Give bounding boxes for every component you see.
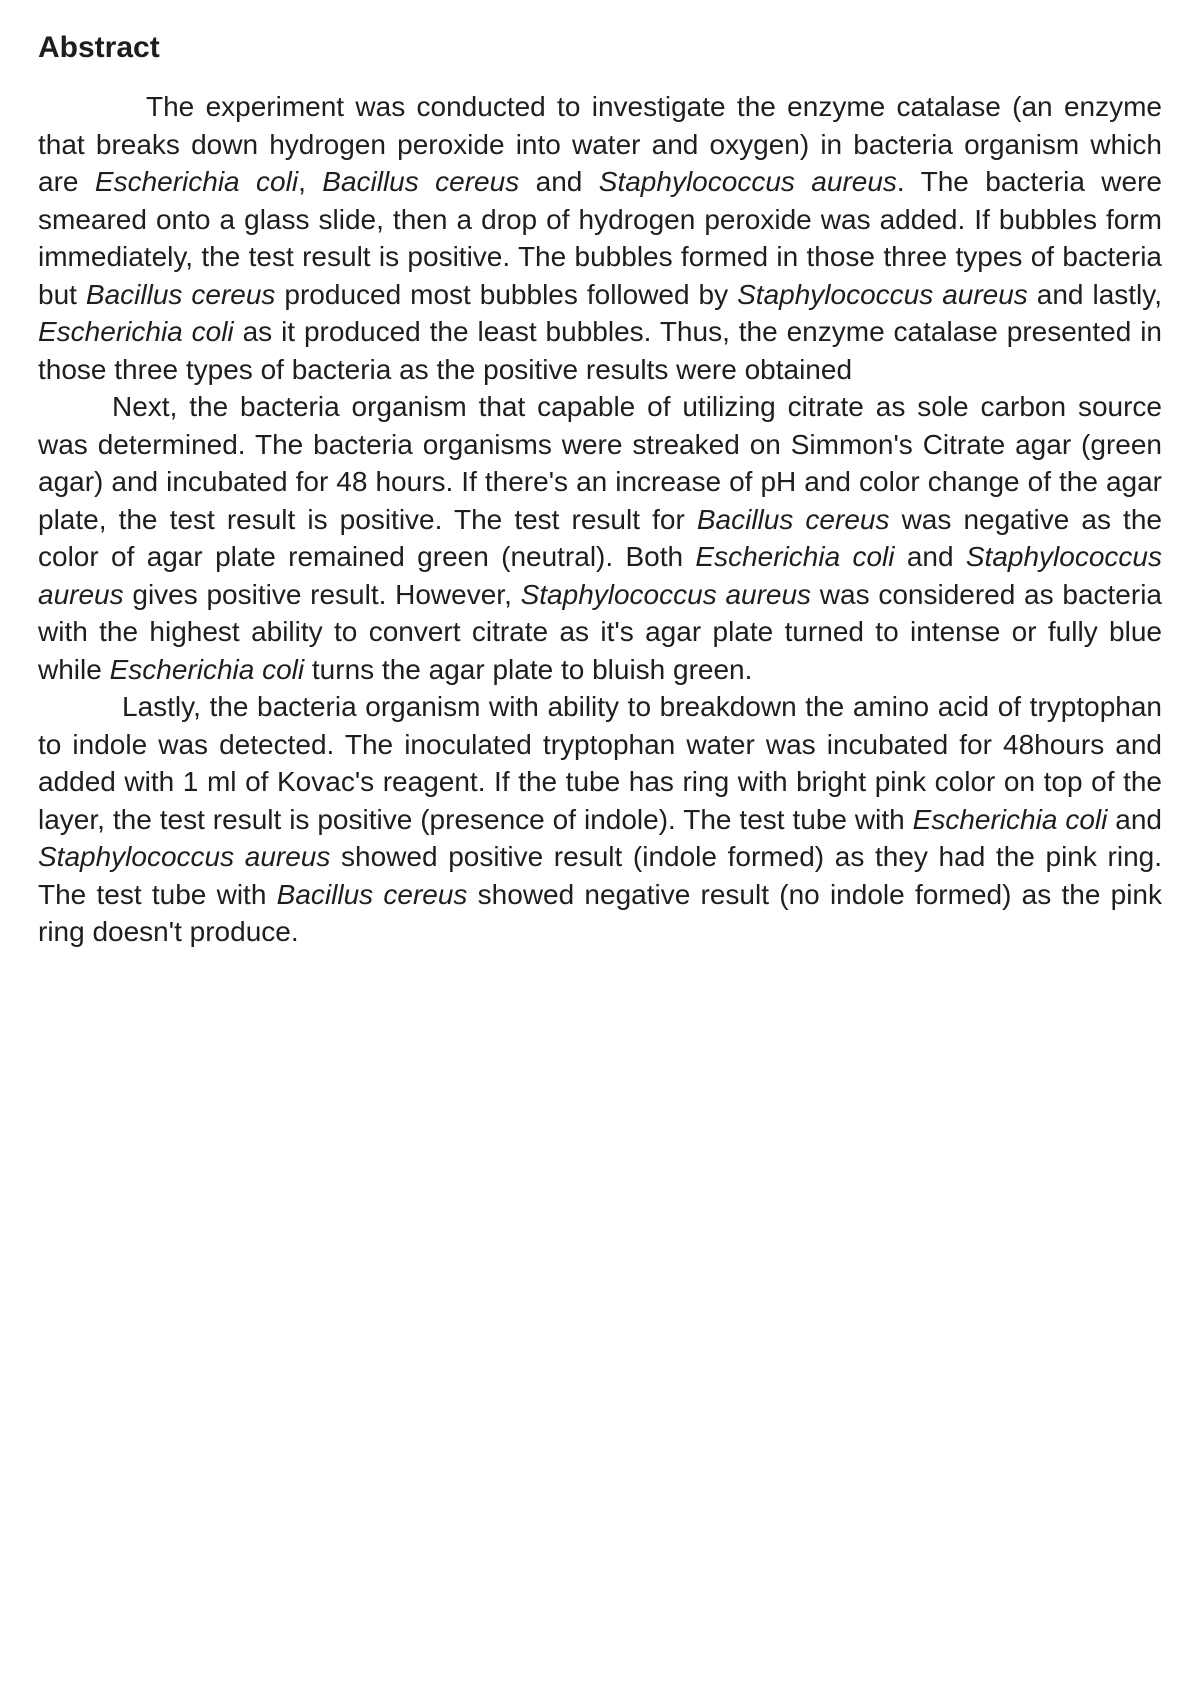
paragraph-text: was considered as bacteria with the highest ability to convert citrate as it's agar plate turned to intense or fully blue while xyxy=(38,578,1162,685)
paragraph-text: and xyxy=(519,166,599,197)
species-name: Staphylococcus aureus xyxy=(598,166,897,197)
species-name: Escherichia coli xyxy=(94,166,299,197)
paragraph-text: was negative as the color of agar plate remained green (neutral). Both xyxy=(38,503,1162,572)
species-name: Bacillus cereus xyxy=(85,278,276,310)
species-name: Escherichia coli xyxy=(912,803,1108,835)
paragraph-text: Next, the bacteria organism that capable of utilizing citrate as sole carbon source was determined. The bacteria organisms were streaked on Simmon's Citrate agar (green agar) and incubated for 48 hours. If there's an increase of pH and color change of the agar plate, the test result is positive. The test result for xyxy=(38,391,1162,535)
paragraph-text: , xyxy=(298,166,323,197)
species-name: Staphylococcus aureus xyxy=(737,278,1028,310)
paragraph-text: showed positive result (indole formed) as they had the pink ring. The test tube with xyxy=(38,841,1162,910)
paragraph-text: showed negative result (no indole formed) as the pink ring doesn't produce. xyxy=(38,878,1162,947)
paragraph-text: and xyxy=(1107,803,1162,835)
species-name: Bacillus cereus xyxy=(276,878,468,910)
species-name: Escherichia coli xyxy=(695,541,895,572)
paragraph-text: produced most bubbles followed by xyxy=(275,278,738,310)
species-name: Staphylococcus aureus xyxy=(38,541,1162,610)
species-name: Escherichia coli xyxy=(109,653,305,685)
paragraph-catalase xyxy=(38,88,1162,388)
species-name: Bacillus cereus xyxy=(322,166,520,197)
paragraph-text: . The bacteria were smeared onto a glass slide, then a drop of hydrogen peroxide was added. If bubbles form immediately, the test result is positive. The bubbles formed in those three types of bacteria but xyxy=(38,166,1162,310)
paragraph-indole xyxy=(38,688,1162,951)
paragraph-text: gives positive result. However, xyxy=(123,578,521,610)
paragraph-text: as it produced the least bubbles. Thus, the enzyme catalase presented in those three types of bacteria as the positive results were obtained xyxy=(38,316,1163,385)
paragraph-text: turns the agar plate to bluish green. xyxy=(304,653,753,685)
species-name: Escherichia coli xyxy=(38,316,234,347)
species-name: Staphylococcus aureus xyxy=(38,841,331,872)
paragraph-text: The experiment was conducted to investigate the enzyme catalase (an enzyme that breaks down hydrogen peroxide into water and oxygen) in bacteria organism which are xyxy=(38,91,1162,197)
paragraph-citrate xyxy=(38,388,1162,688)
paragraph-text: and lastly, xyxy=(1027,278,1162,310)
paragraph-text: and xyxy=(894,541,966,572)
paragraph-text: Lastly, the bacteria organism with ability to breakdown the amino acid of tryptophan to indole was detected. The inoculated tryptophan water was incubated for 48hours and added with 1 ml of Kovac's reagent. If the tube has ring with bright pink color on top of the layer, the test result is positive (presence of indole). The test tube with xyxy=(38,691,1162,835)
species-name: Staphylococcus aureus xyxy=(520,578,812,610)
species-name: Bacillus cereus xyxy=(696,503,890,535)
abstract-heading: Abstract xyxy=(38,31,160,64)
